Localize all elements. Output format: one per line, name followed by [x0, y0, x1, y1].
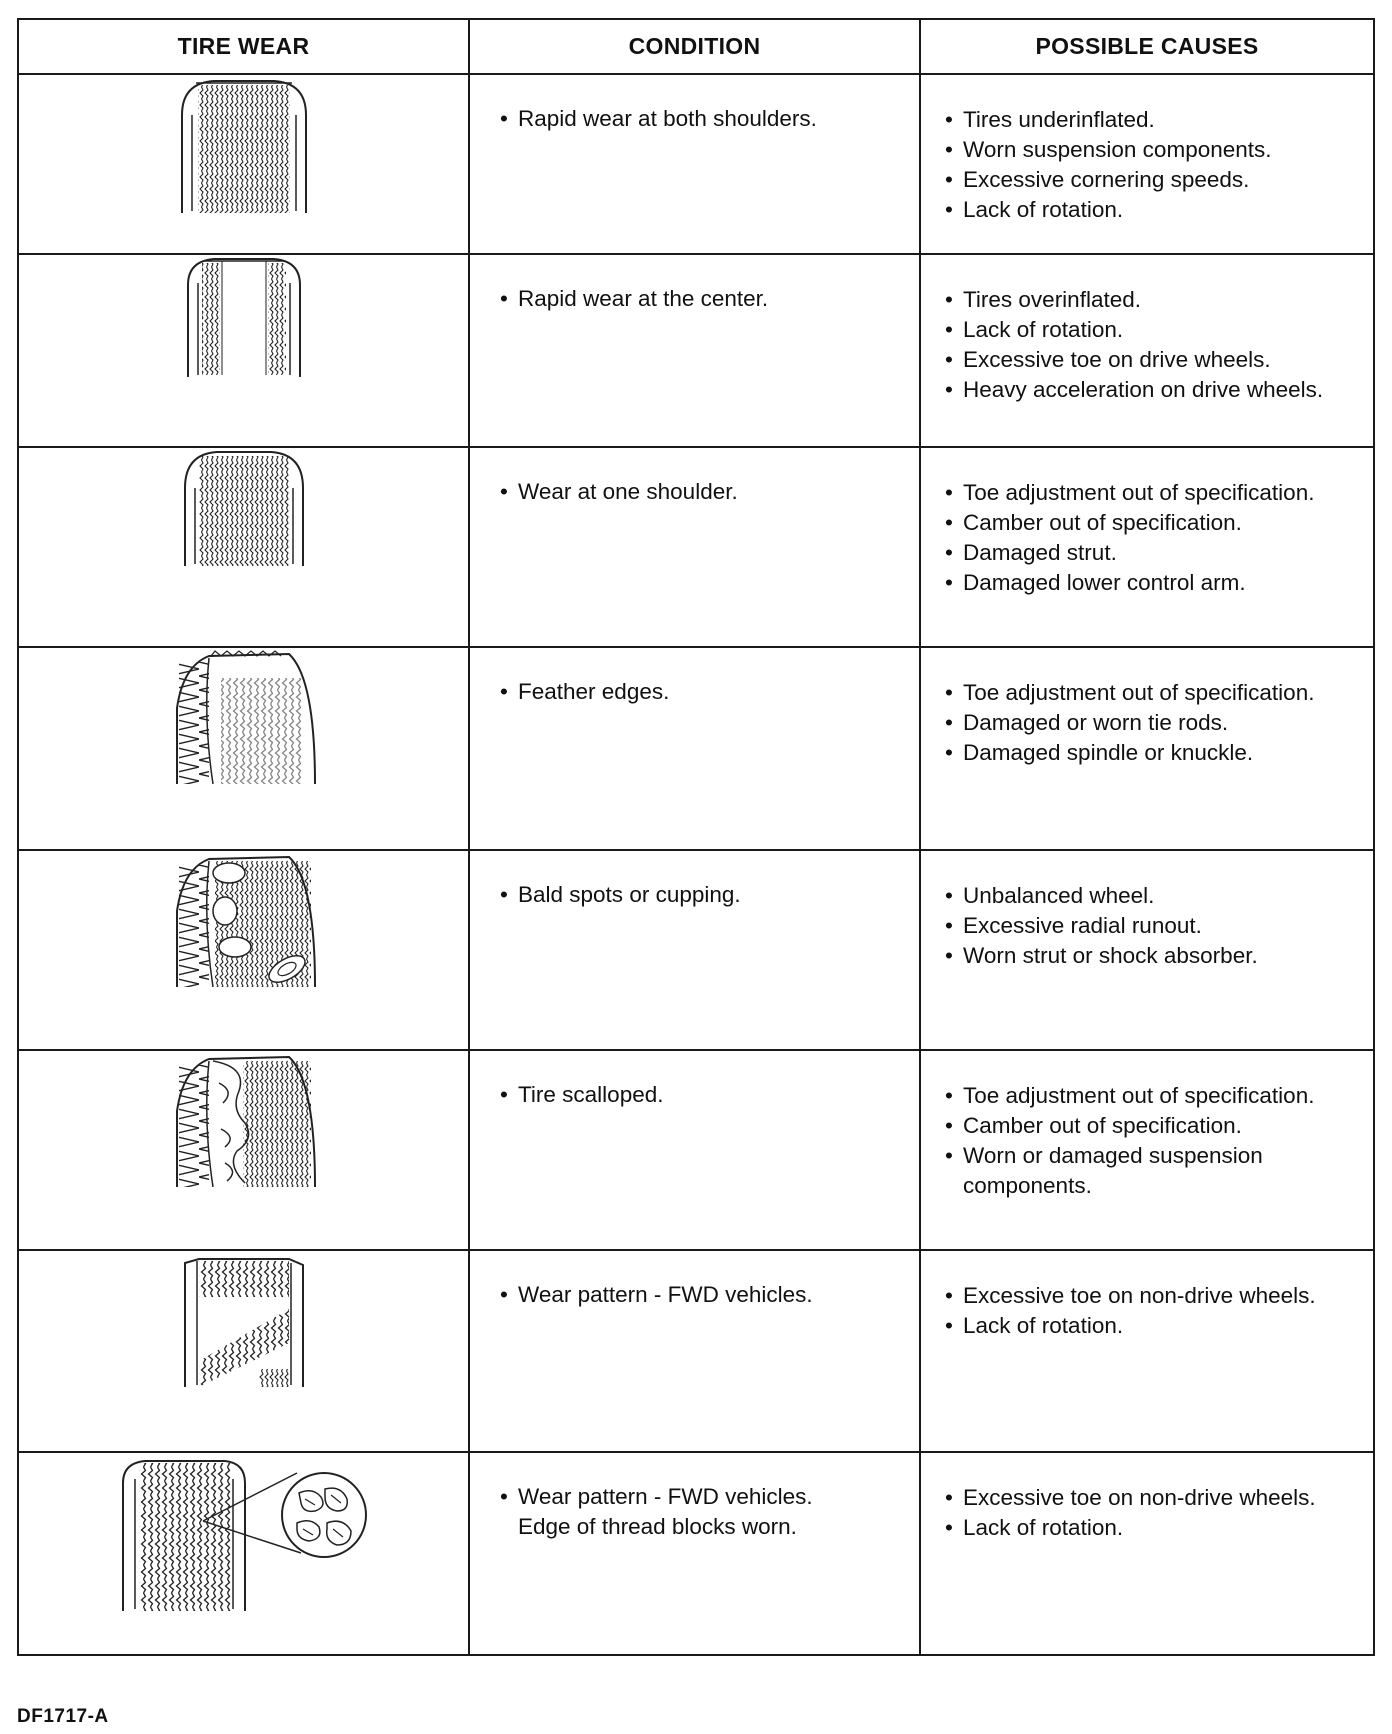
header-row [18, 19, 1374, 74]
table-row [18, 1050, 1374, 1250]
tire-fwd-diagonal-wear-icon [179, 1251, 309, 1391]
cause-item: • Toe adjustment out of specification. [945, 478, 1363, 508]
cause-item: • Worn or damaged suspension components. [945, 1141, 1363, 1201]
tire-wear-figure-cell [18, 850, 469, 1050]
cause-item: • Lack of rotation. [945, 195, 1363, 225]
table-row [18, 447, 1374, 647]
condition-cell [469, 1250, 920, 1452]
cause-item: • Excessive toe on drive wheels. [945, 345, 1363, 375]
cause-item: • Camber out of specification. [945, 508, 1363, 538]
cause-item: • Damaged or worn tie rods. [945, 708, 1363, 738]
tire-wear-figure-cell [18, 1250, 469, 1452]
condition-item: • Tire scalloped. [500, 1080, 919, 1110]
tire-tread-block-wear-icon [119, 1453, 369, 1613]
condition-item: • Rapid wear at the center. [500, 284, 919, 314]
condition-cell [469, 647, 920, 850]
condition-item: • Wear at one shoulder. [500, 477, 919, 507]
table-row [18, 74, 1374, 254]
condition-item: • Feather edges. [500, 677, 919, 707]
cause-item: • Damaged strut. [945, 538, 1363, 568]
cause-item: • Heavy acceleration on drive wheels. [945, 375, 1363, 405]
tire-one-shoulder-wear-icon [179, 448, 309, 568]
causes-cell [920, 1050, 1374, 1250]
condition-cell [469, 1050, 920, 1250]
table-row [18, 647, 1374, 850]
tire-cupping-icon [169, 851, 319, 991]
cause-item: • Excessive radial runout. [945, 911, 1363, 941]
tire-scalloped-icon [169, 1051, 319, 1191]
causes-cell [920, 254, 1374, 447]
table-row [18, 1250, 1374, 1452]
cause-item: • Damaged spindle or knuckle. [945, 738, 1363, 768]
cause-item: • Tires underinflated. [945, 105, 1363, 135]
condition-cell [469, 74, 920, 254]
cause-item: • Excessive toe on non-drive wheels. [945, 1483, 1363, 1513]
cause-item: • Lack of rotation. [945, 315, 1363, 345]
cause-item: • Toe adjustment out of specification. [945, 678, 1363, 708]
causes-cell [920, 1452, 1374, 1655]
header-condition: CONDITION [469, 19, 920, 74]
figure-caption: DF1717-A [17, 1706, 109, 1727]
header-possible-causes: POSSIBLE CAUSES [920, 19, 1374, 74]
causes-cell [920, 647, 1374, 850]
cause-item: • Worn suspension components. [945, 135, 1363, 165]
table-row [18, 850, 1374, 1050]
tire-wear-figure-cell [18, 254, 469, 447]
tire-wear-table [17, 18, 1375, 1656]
tire-wear-figure-cell [18, 447, 469, 647]
tire-wear-figure-cell [18, 1452, 469, 1655]
causes-cell [920, 850, 1374, 1050]
tire-shoulder-wear-icon [174, 75, 314, 215]
cause-item: • Excessive toe on non-drive wheels. [945, 1281, 1363, 1311]
cause-item: • Damaged lower control arm. [945, 568, 1363, 598]
tire-wear-figure-cell [18, 74, 469, 254]
condition-item: • Rapid wear at both shoulders. [500, 104, 919, 134]
condition-cell [469, 254, 920, 447]
causes-cell [920, 447, 1374, 647]
table-row [18, 1452, 1374, 1655]
condition-item: • Bald spots or cupping. [500, 880, 919, 910]
cause-item: • Lack of rotation. [945, 1513, 1363, 1543]
condition-cell [469, 447, 920, 647]
cause-item: • Toe adjustment out of specification. [945, 1081, 1363, 1111]
condition-cell [469, 850, 920, 1050]
tire-feather-edge-icon [169, 648, 319, 788]
table-row [18, 254, 1374, 447]
cause-item: • Worn strut or shock absorber. [945, 941, 1363, 971]
tire-center-wear-icon [184, 255, 304, 379]
condition-item: • Wear pattern - FWD vehicles. Edge of thread blocks worn. [500, 1482, 848, 1542]
condition-item: • Wear pattern - FWD vehicles. [500, 1280, 919, 1310]
cause-item: • Excessive cornering speeds. [945, 165, 1363, 195]
header-tire-wear: TIRE WEAR [18, 19, 469, 74]
cause-item: • Tires overinflated. [945, 285, 1363, 315]
tire-wear-figure-cell [18, 647, 469, 850]
cause-item: • Unbalanced wheel. [945, 881, 1363, 911]
causes-cell [920, 1250, 1374, 1452]
cause-item: • Camber out of specification. [945, 1111, 1363, 1141]
causes-cell [920, 74, 1374, 254]
tire-wear-figure-cell [18, 1050, 469, 1250]
condition-cell [469, 1452, 920, 1655]
cause-item: • Lack of rotation. [945, 1311, 1363, 1341]
